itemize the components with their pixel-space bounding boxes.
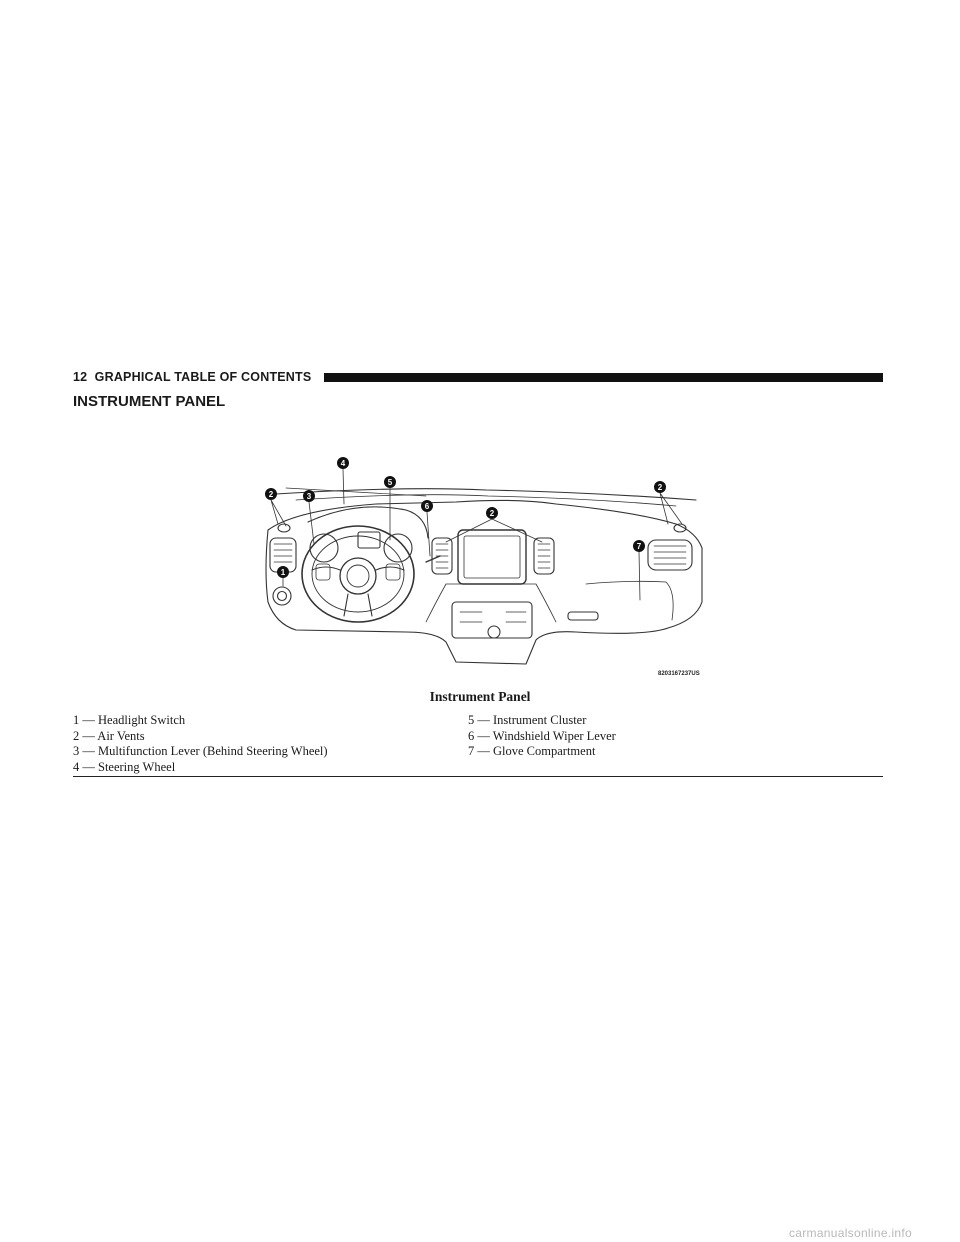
callout-1 — [277, 566, 289, 578]
svg-text:5: 5 — [387, 478, 393, 487]
legend-left-column — [73, 713, 328, 775]
svg-text:4: 4 — [340, 459, 346, 468]
legend-item: 2 — Air Vents — [73, 728, 145, 743]
callout-2-right — [654, 481, 666, 493]
svg-text:3: 3 — [306, 492, 312, 501]
callout-3 — [303, 490, 315, 502]
svg-text:6: 6 — [424, 502, 430, 511]
legend-item: 3 — Multifunction Lever (Behind Steering Wheel) — [73, 744, 328, 758]
callout-2-left — [265, 488, 277, 500]
header-bar — [324, 373, 883, 382]
svg-text:7: 7 — [636, 542, 642, 551]
page-number: 12 — [73, 370, 88, 384]
legend-item: 5 — Instrument Cluster — [468, 713, 587, 727]
legend-right-column — [468, 713, 616, 760]
page-header-text — [73, 369, 311, 385]
figure-caption: Instrument Panel — [429, 689, 531, 704]
watermark: carmanualsonline.info — [788, 1226, 912, 1240]
legend-item: 1 — Headlight Switch — [73, 713, 186, 727]
section-divider — [73, 776, 883, 777]
svg-text:2: 2 — [489, 509, 495, 518]
callout-4 — [337, 457, 349, 469]
legend-item: 4 — Steering Wheel — [73, 759, 176, 774]
legend-item: 6 — Windshield Wiper Lever — [468, 728, 616, 743]
legend-item: 7 — Glove Compartment — [468, 744, 596, 758]
instrument-panel-illustration — [256, 452, 716, 680]
page-header — [73, 369, 883, 385]
svg-text:2: 2 — [268, 490, 274, 499]
callout-2-center — [486, 507, 498, 519]
callout-6 — [421, 500, 433, 512]
callout-5 — [384, 476, 396, 488]
figure-id: 8203167237US — [658, 671, 700, 677]
svg-text:2: 2 — [657, 483, 663, 492]
svg-text:1: 1 — [280, 568, 286, 577]
section-title: INSTRUMENT PANEL — [73, 393, 226, 410]
callout-7 — [633, 540, 645, 552]
chapter-title: GRAPHICAL TABLE OF CONTENTS — [94, 370, 312, 384]
